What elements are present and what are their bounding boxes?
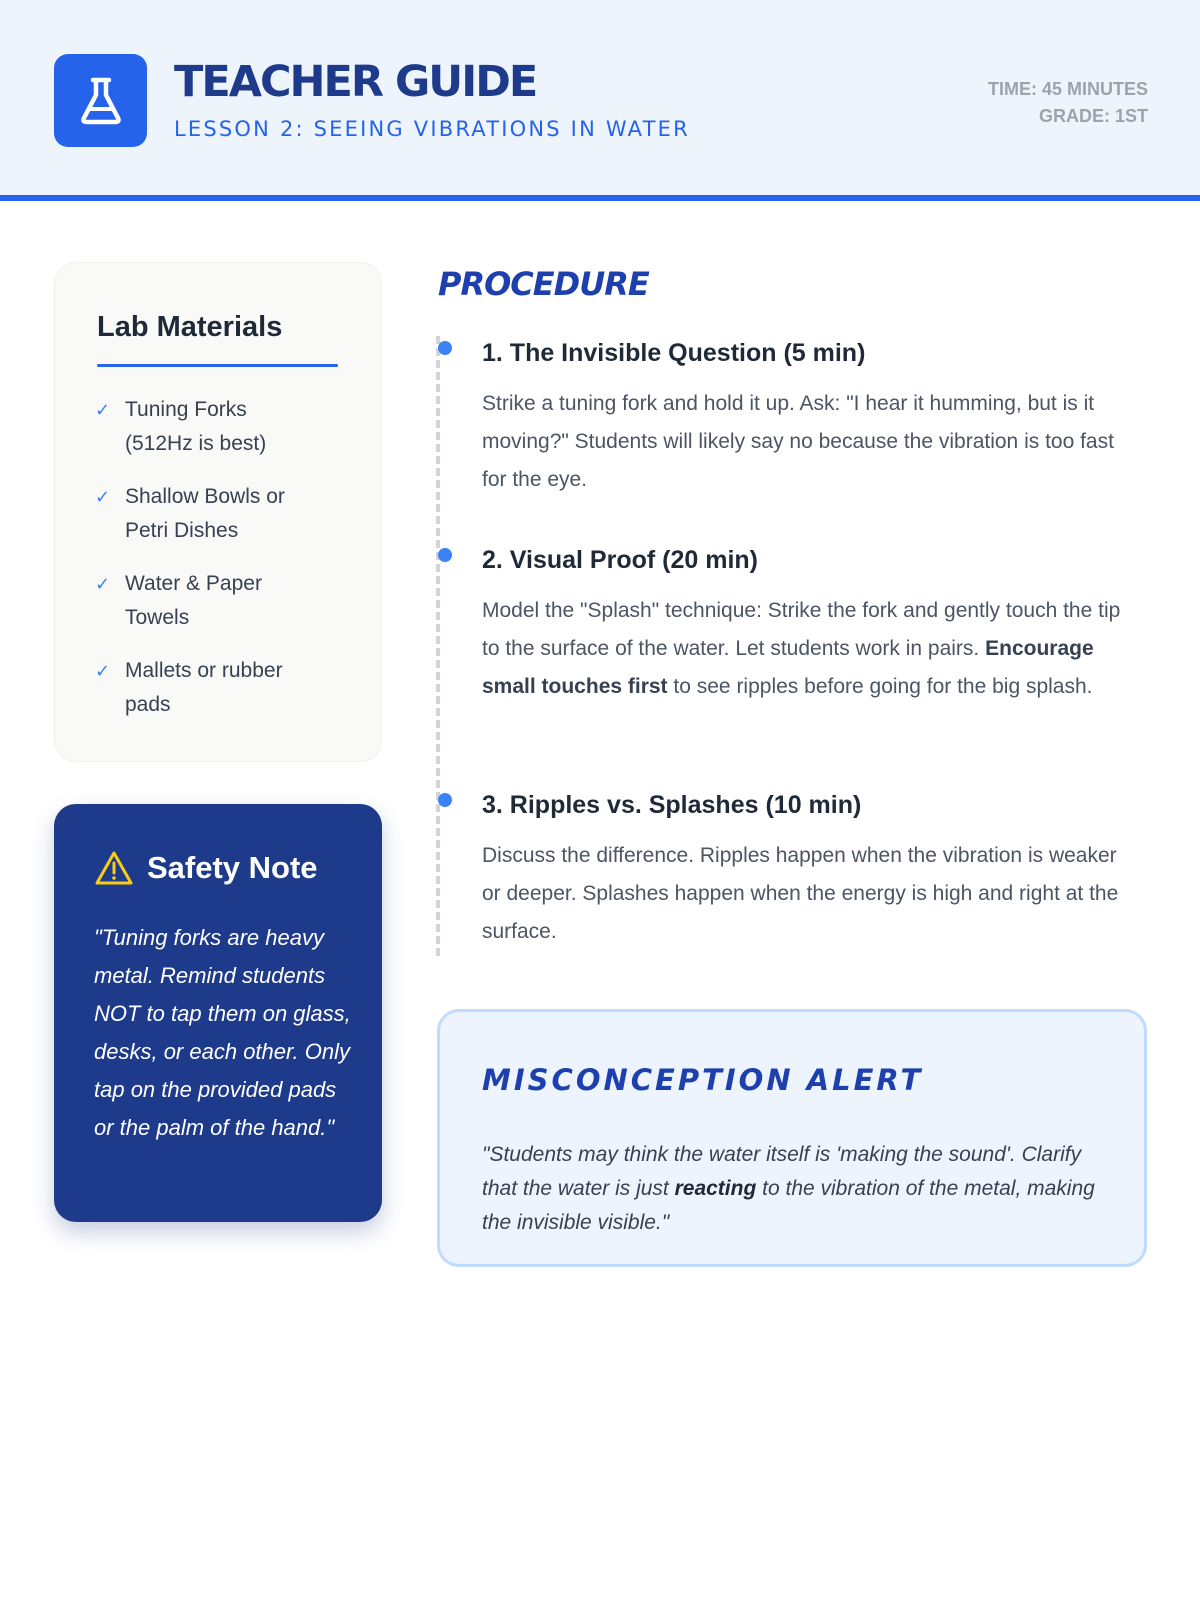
step-title: 1. The Invisible Question (5 min) [482,339,866,367]
timeline-dot [438,548,452,562]
warning-icon [94,850,134,886]
step-text: Discuss the difference. Ripples happen when the vibration is weaker or deeper. Splashes happen when the energy is high and right at the surface. [482,844,1119,943]
materials-title-underline [97,364,338,367]
timeline-dot [438,793,452,807]
safety-note-card [54,804,382,1222]
material-text: Tuning Forks (512Hz is best) [125,398,267,455]
check-icon: ✓ [95,574,111,594]
alert-text: "Students may think the water itself is 'making the sound'. Clarify that the water is just reacting to the vibration of the metal, making the invisible visible." [482,1143,1095,1234]
timeline-dot [438,341,452,355]
procedure-heading: PROCEDURE [438,265,649,303]
lab-materials-card [54,262,382,762]
lesson-meta [988,76,1148,130]
timeline-line [436,336,440,956]
materials-list [95,393,355,741]
check-icon: ✓ [95,487,111,507]
list-item [95,654,355,722]
material-text: Water & Paper Towels [125,572,262,629]
lesson-subtitle: LESSON 2: SEEING VIBRATIONS IN WATER [174,117,690,141]
list-item [95,393,355,461]
material-text: Shallow Bowls or Petri Dishes [125,485,285,542]
logo-badge [54,54,147,147]
list-item [95,480,355,548]
misconception-alert-card [437,1009,1147,1267]
safety-text: "Tuning forks are heavy metal. Remind students NOT to tap them on glass, desks, or each other. Only tap on the provided pads or the palm of the hand." [94,925,351,1140]
grade-label: GRADE: 1ST [1038,106,1148,126]
safety-title: Safety Note [147,850,318,885]
step-title: 3. Ripples vs. Splashes (10 min) [482,791,862,819]
materials-title: Lab Materials [97,311,283,343]
step-text: Model the "Splash" technique: Strike the fork and gently touch the tip to the surface of the water. Let students work in pairs. Encourage small touches first to see ripples before going for the big splash. [482,599,1121,698]
step-title: 2. Visual Proof (20 min) [482,546,759,574]
list-item [95,567,355,635]
step-emphasis: Encourage small touches first [482,637,1094,698]
step-text: Strike a tuning fork and hold it up. Ask: "I hear it humming, but is it moving?" Students will likely say no because the vibration is too fast for the eye. [482,392,1114,491]
material-text: Mallets or rubber pads [125,659,283,716]
time-label: TIME: 45 MINUTES [987,79,1148,99]
page-title: TEACHER GUIDE [174,57,537,107]
header [0,0,1200,201]
check-icon: ✓ [95,400,111,420]
flask-icon [78,76,124,126]
alert-emphasis: reacting [674,1177,757,1200]
alert-title: MISCONCEPTION ALERT [482,1063,924,1097]
check-icon: ✓ [95,661,111,681]
